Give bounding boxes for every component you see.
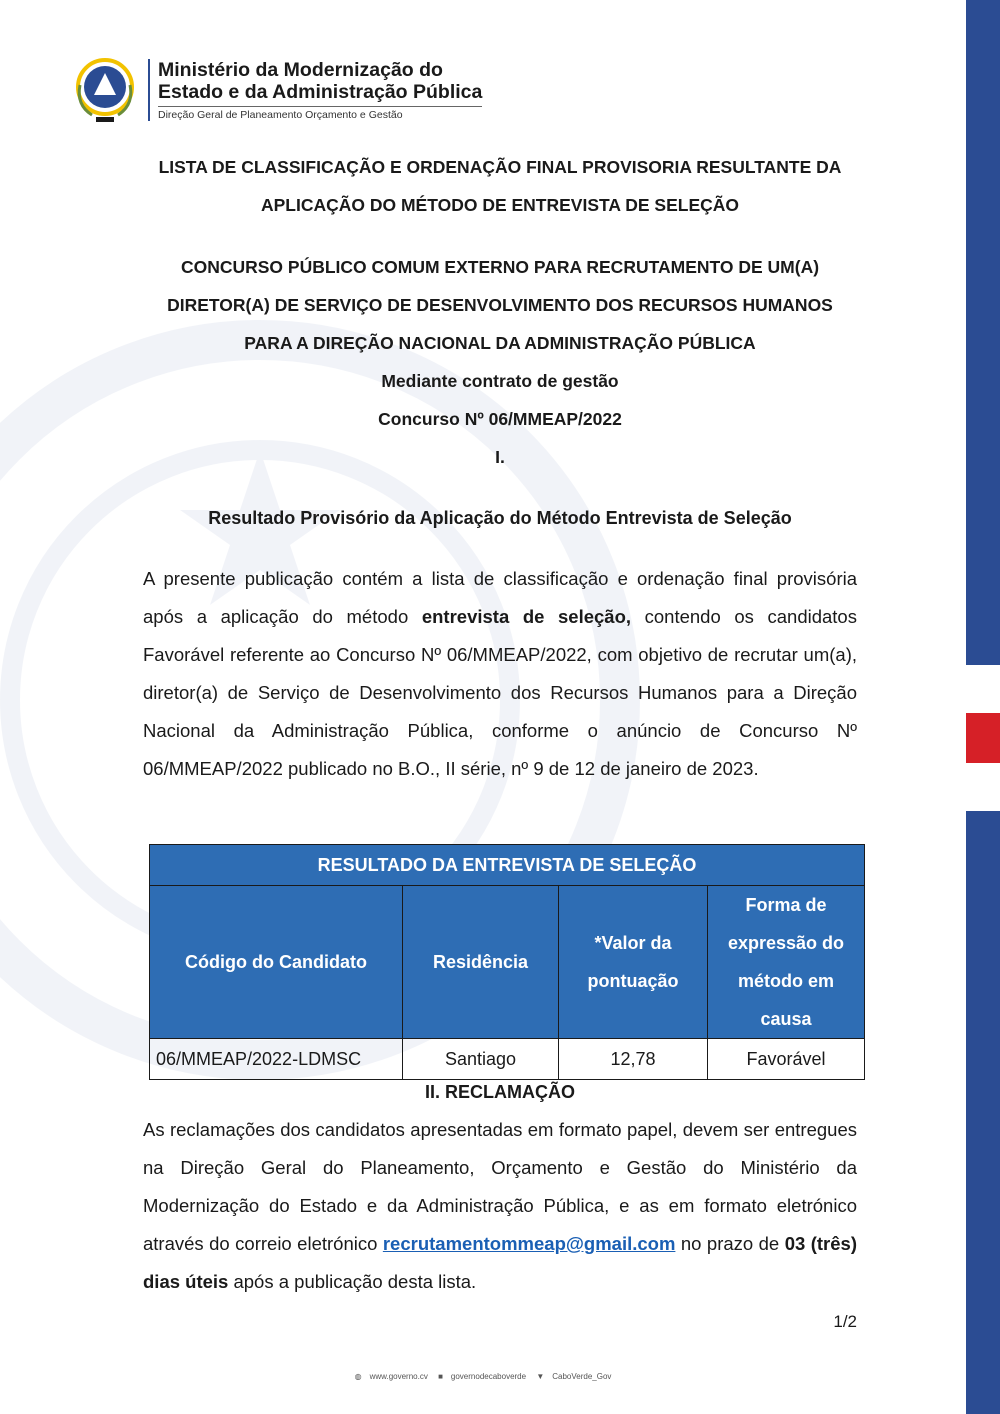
contest-line2: DIRETOR(A) DE SERVIÇO DE DESENVOLVIMENTO DOS RECURSOS HUMANOS (167, 295, 833, 315)
column-header-residence: Residência (403, 886, 559, 1039)
footer-website: www.governo.cv (369, 1372, 428, 1381)
complaint-text-part2: no prazo de (675, 1233, 785, 1254)
contest-line1: CONCURSO PÚBLICO COMUM EXTERNO PARA RECRUTAMENTO DE UM(A) (180, 257, 820, 277)
cell-candidate-code: 06/MMEAP/2022-LDMSC (150, 1039, 403, 1080)
document-title-line1: LISTA DE CLASSIFICAÇÃO E ORDENAÇÃO FINAL PROVISORIA RESULTANTE DA (158, 157, 842, 177)
ministry-department: Direção Geral de Planeamento Orçamento e Gestão (158, 106, 482, 121)
complaint-text-part1: As reclamações dos candidatos apresentadas em formato papel, devem ser entregues na Direção Geral do Planeamento, Orçamento e Gestão do Ministério da Modernização do Estado e da Administração Pública, e as em formato eletrónico através do correio eletrónico (143, 1119, 857, 1254)
contest-contract-type: Mediante contrato de gestão (381, 371, 619, 391)
column-header-candidate-code: Código do Candidato (150, 886, 403, 1039)
twitter-icon: ▼ (536, 1372, 545, 1381)
section1-heading: Resultado Provisório da Aplicação do Método Entrevista de Seleção (208, 508, 792, 528)
column-header-score: *Valor da pontuação (559, 886, 708, 1039)
intro-text-part1: A presente publicação contém a lista de classificação e ordenação final provisória após a aplicação do método (143, 568, 857, 627)
side-stripe-blue-top (966, 0, 1000, 665)
complaint-paragraph (143, 1111, 857, 1301)
footer-twitter: CaboVerde_Gov (552, 1372, 612, 1381)
side-stripe-white (966, 665, 1000, 713)
side-stripe-red (966, 713, 1000, 763)
intro-text-bold: entrevista de seleção, (421, 606, 632, 627)
section2-heading: II. RECLAMAÇÃO (425, 1082, 575, 1102)
letterhead (72, 55, 482, 125)
footer (0, 1372, 966, 1381)
complaint-deadline: 03 (três) dias úteis (143, 1233, 857, 1292)
contest-number: Concurso Nº 06/MMEAP/2022 (378, 409, 622, 429)
cell-residence: Santiago (403, 1039, 559, 1080)
email-link[interactable]: recrutamentommeap@gmail.com (382, 1233, 676, 1254)
ministry-name-line1: Ministério da Modernização do (158, 59, 443, 81)
section-number-1: I. (495, 447, 505, 467)
intro-paragraph (143, 560, 857, 788)
ministry-name-line2: Estado e da Administração Pública (158, 81, 483, 103)
page-number: 1/2 (833, 1312, 857, 1331)
table-row (150, 1039, 865, 1080)
document-title-line2: APLICAÇÃO DO MÉTODO DE ENTREVISTA DE SELEÇÃO (260, 195, 740, 215)
globe-icon: ◍ (354, 1372, 362, 1381)
cell-score: 12,78 (559, 1039, 708, 1080)
intro-text-part2: contendo os candidatos Favorável referente ao Concurso Nº 06/MMEAP/2022, com objetivo de recrutar um(a), diretor(a) de Serviço de Desenvolvimento dos Recursos Humanos para a Direção Nacional da Administração Pública, conforme o anúncio de Concurso Nº 06/MMEAP/2022 publicado no B.O., II série, nº 9 de 12 de janeiro de 2023. (143, 606, 857, 779)
table-title: RESULTADO DA ENTREVISTA DE SELEÇÃO (150, 845, 865, 886)
ministry-name-block (148, 59, 482, 121)
complaint-text-part3: após a publicação desta lista. (228, 1271, 477, 1292)
footer-facebook: governodecaboverde (450, 1372, 527, 1381)
interview-result-table (149, 844, 865, 1080)
coat-of-arms-icon (72, 55, 138, 125)
contest-line3: PARA A DIREÇÃO NACIONAL DA ADMINISTRAÇÃO PÚBLICA (244, 333, 756, 353)
column-header-method-expression: Forma de expressão do método em causa (708, 886, 865, 1039)
side-stripe-white (966, 763, 1000, 811)
side-stripe-blue-bottom (966, 811, 1000, 1414)
cell-method-expression: Favorável (708, 1039, 865, 1080)
facebook-icon: ■ (438, 1372, 443, 1381)
